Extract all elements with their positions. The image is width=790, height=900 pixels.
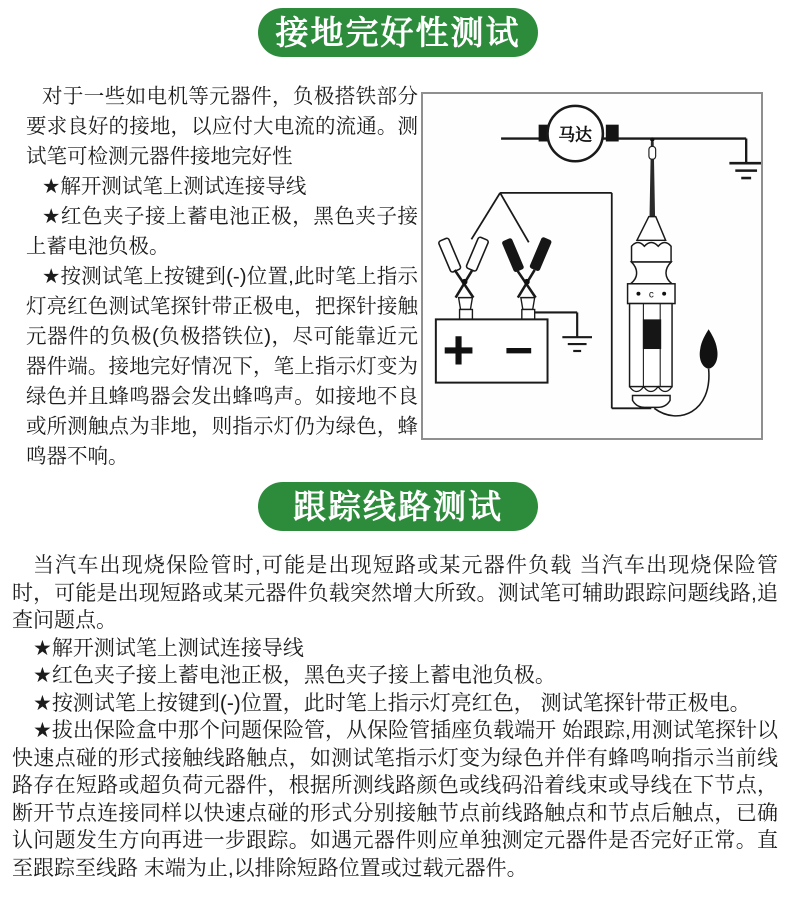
probe-needle	[649, 137, 656, 216]
paragraph-intro: 对于一些如电机等元器件，负极搭铁部分要求良好的接地，以应付大电流的流通。测试笔可检测元器件接地完好性	[26, 85, 418, 168]
motor	[539, 106, 619, 161]
battery	[436, 319, 548, 383]
clamp-positive	[438, 237, 489, 320]
battery-negative-label: −	[504, 322, 534, 378]
pen-marking-label: c	[648, 289, 654, 301]
circuit-wires	[501, 139, 746, 164]
bullet-step: ★拔出保险盒中那个问题保险管，从保险管插座负载端开 始跟踪,用测试笔探针以快速点碰的形式接触线路触点，如测试笔指示灯变为绿色并伴有蜂鸣响指示当前线路存在短路或超负荷元器件，根据所测线路颜色或线码沿着线束或导线在下节点，断开节点连接同样以快速点碰的形式分别接触节点前线路触点和节点后触点，已确认问题发生方向再进一步跟踪。如遇元器件则应单独测定元器件是否完好正常。直至跟踪至线路 末端为止,以排除短路位置或过载元器件。	[12, 719, 778, 880]
clamp-negative	[501, 237, 552, 320]
battery-positive-label: +	[442, 318, 475, 381]
ground-test-circuit-diagram	[421, 92, 763, 440]
bullet-step: ★解开测试笔上测试连接导线	[33, 636, 304, 660]
bullet-step: ★红色夹子接上蓄电池正极，黑色夹子接上蓄电池负极。	[33, 664, 556, 687]
bullet-step: ★解开测试笔上测试连接导线	[41, 175, 307, 198]
section2-banner: 跟踪线路测试	[258, 482, 538, 531]
test-pen	[628, 217, 675, 408]
bullet-step: ★红色夹子接上蓄电池正极，黑色夹子接上蓄电池负极。	[26, 205, 418, 258]
section2-text	[12, 552, 778, 882]
ground-symbol-right	[729, 163, 761, 178]
bullet-step: ★按测试笔上按键到(-)位置，此时笔上指示灯亮红色， 测试笔探针带正极电。	[33, 691, 751, 715]
paragraph-intro: 当汽车出现烧保险管时,可能是出现短路或某元器件负载 当汽车出现烧保险管时，可能是出现短路或某元器件负载突然增大所致。测试笔可辅助跟踪问题线路,追查问题点。	[12, 554, 778, 632]
section1-text	[26, 82, 418, 472]
bullet-step: ★按测试笔上按键到(-)位置,此时笔上指示灯亮红色测试笔探针带正极电，把探针接触元器件的负极(负极搭铁位)，尽可能靠近元器件端。接地完好情况下，笔上指示灯变为绿色并且蜂鸣器会发出蜂鸣声。如接地不良或所测触点为非地，则指示灯仍为绿色，蜂鸣器不响。	[26, 265, 418, 468]
motor-label: 马达	[558, 125, 592, 145]
section1-banner: 接地完好性测试	[258, 8, 538, 57]
